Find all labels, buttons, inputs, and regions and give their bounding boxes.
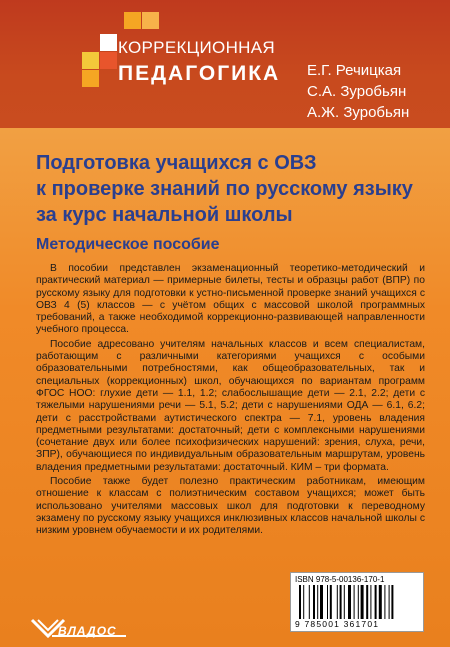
author-3: А.Ж. Зуробьян [307, 104, 410, 121]
barcode-bar [330, 585, 332, 619]
annotation-paragraph: В пособии представлен экзаменационный теоретико-методический и практический материал — примерные билеты, тесты и образцы работ (ВПР) по русскому языку для подготовки к устно-письменной проверке знаний учащихся с ОВЗ 4 (5) классов — с учётом общих с массовой школой программных требований, а также необходимой коррекционно-развивающей направленности учебного процесса. [36, 263, 425, 336]
barcode-bar [337, 585, 338, 619]
publisher-name: ВЛАДОС [58, 624, 117, 638]
barcode-bar [344, 585, 345, 619]
barcode-label [290, 572, 424, 632]
barcode-bar [313, 585, 315, 619]
barcode-bar [299, 585, 301, 619]
logo-square [82, 70, 99, 87]
barcode-bar [303, 585, 304, 619]
logo-square [142, 12, 159, 29]
series-name-line-1: КОРРЕКЦИОННАЯ [118, 38, 275, 57]
barcode-bar [348, 585, 351, 619]
barcode-bar [340, 585, 342, 619]
title-line: Подготовка учащихся с ОВЗ [36, 152, 317, 174]
book-subtitle: Методическое пособие [36, 236, 220, 253]
logo-square [124, 12, 141, 29]
barcode-bar [370, 585, 371, 619]
barcode-bar [375, 585, 377, 619]
barcode-bar [327, 585, 328, 619]
author-2: С.А. Зуробьян [307, 83, 407, 100]
barcode-bar [391, 585, 393, 619]
barcode-bar [354, 585, 355, 619]
barcode-bar [384, 585, 385, 619]
author-1: Е.Г. Речицкая [307, 62, 402, 79]
series-name-line-2: ПЕДАГОГИКА [118, 62, 281, 85]
barcode-number: 9 785001 361701 [295, 619, 380, 629]
isbn-text: ISBN 978-5-00136-170-1 [295, 575, 385, 584]
title-line: за курс начальной школы [36, 204, 293, 226]
barcode-bar [366, 585, 368, 619]
annotation-text [36, 263, 425, 540]
logo-square [100, 34, 117, 51]
barcode-bar [358, 585, 359, 619]
barcode-icon [299, 585, 415, 619]
book-title [36, 150, 426, 228]
title-line: к проверке знаний по русскому языку [36, 178, 413, 200]
barcode-bar [389, 585, 390, 619]
logo-square [82, 52, 99, 69]
annotation-paragraph: Пособие также будет полезно практическим работникам, имеющим отношение к классам с полиэтническим составом учащихся; может быть использовано учителями массовых школ для подготовки к переводному экзамену по русскому языку учащихся инклюзивных классов начальной школы с низким уровнем обучаемости и их родителями. [36, 476, 425, 537]
annotation-paragraph: Пособие адресовано учителям начальных классов и всем специалистам, работающим с различными категориями учащихся с особыми образовательными потребностями, как общеобразовательных, так и специальных (коррекционных) школ, обучающихся по вариантам программ ФГОС НОО: глухие дети — 1.1, 1.2; слабослышащие дети — 2.1, 2.2; дети с тяжелыми нарушениями речи — 5.1, 5.2; дети с нарушениями ОДА — 6.1, 6.2; дети с расстройствами аутистического спектра — 7.1, уровень владения предметными результатами: достаточный; дети с комплексными нарушениями (сочетание двух или более психофизических нарушений: зрения, слуха, речи, ЗПР), обучающиеся по индивидуальным образовательным маршрутам, уровень владения предметными результатами: достаточный. КИМ – три формата. [36, 338, 425, 473]
logo-square [100, 52, 117, 69]
barcode-bar [320, 585, 323, 619]
barcode-bar [379, 585, 382, 619]
barcode-bar [317, 585, 318, 619]
barcode-bar [309, 585, 310, 619]
barcode-bar [361, 585, 364, 619]
